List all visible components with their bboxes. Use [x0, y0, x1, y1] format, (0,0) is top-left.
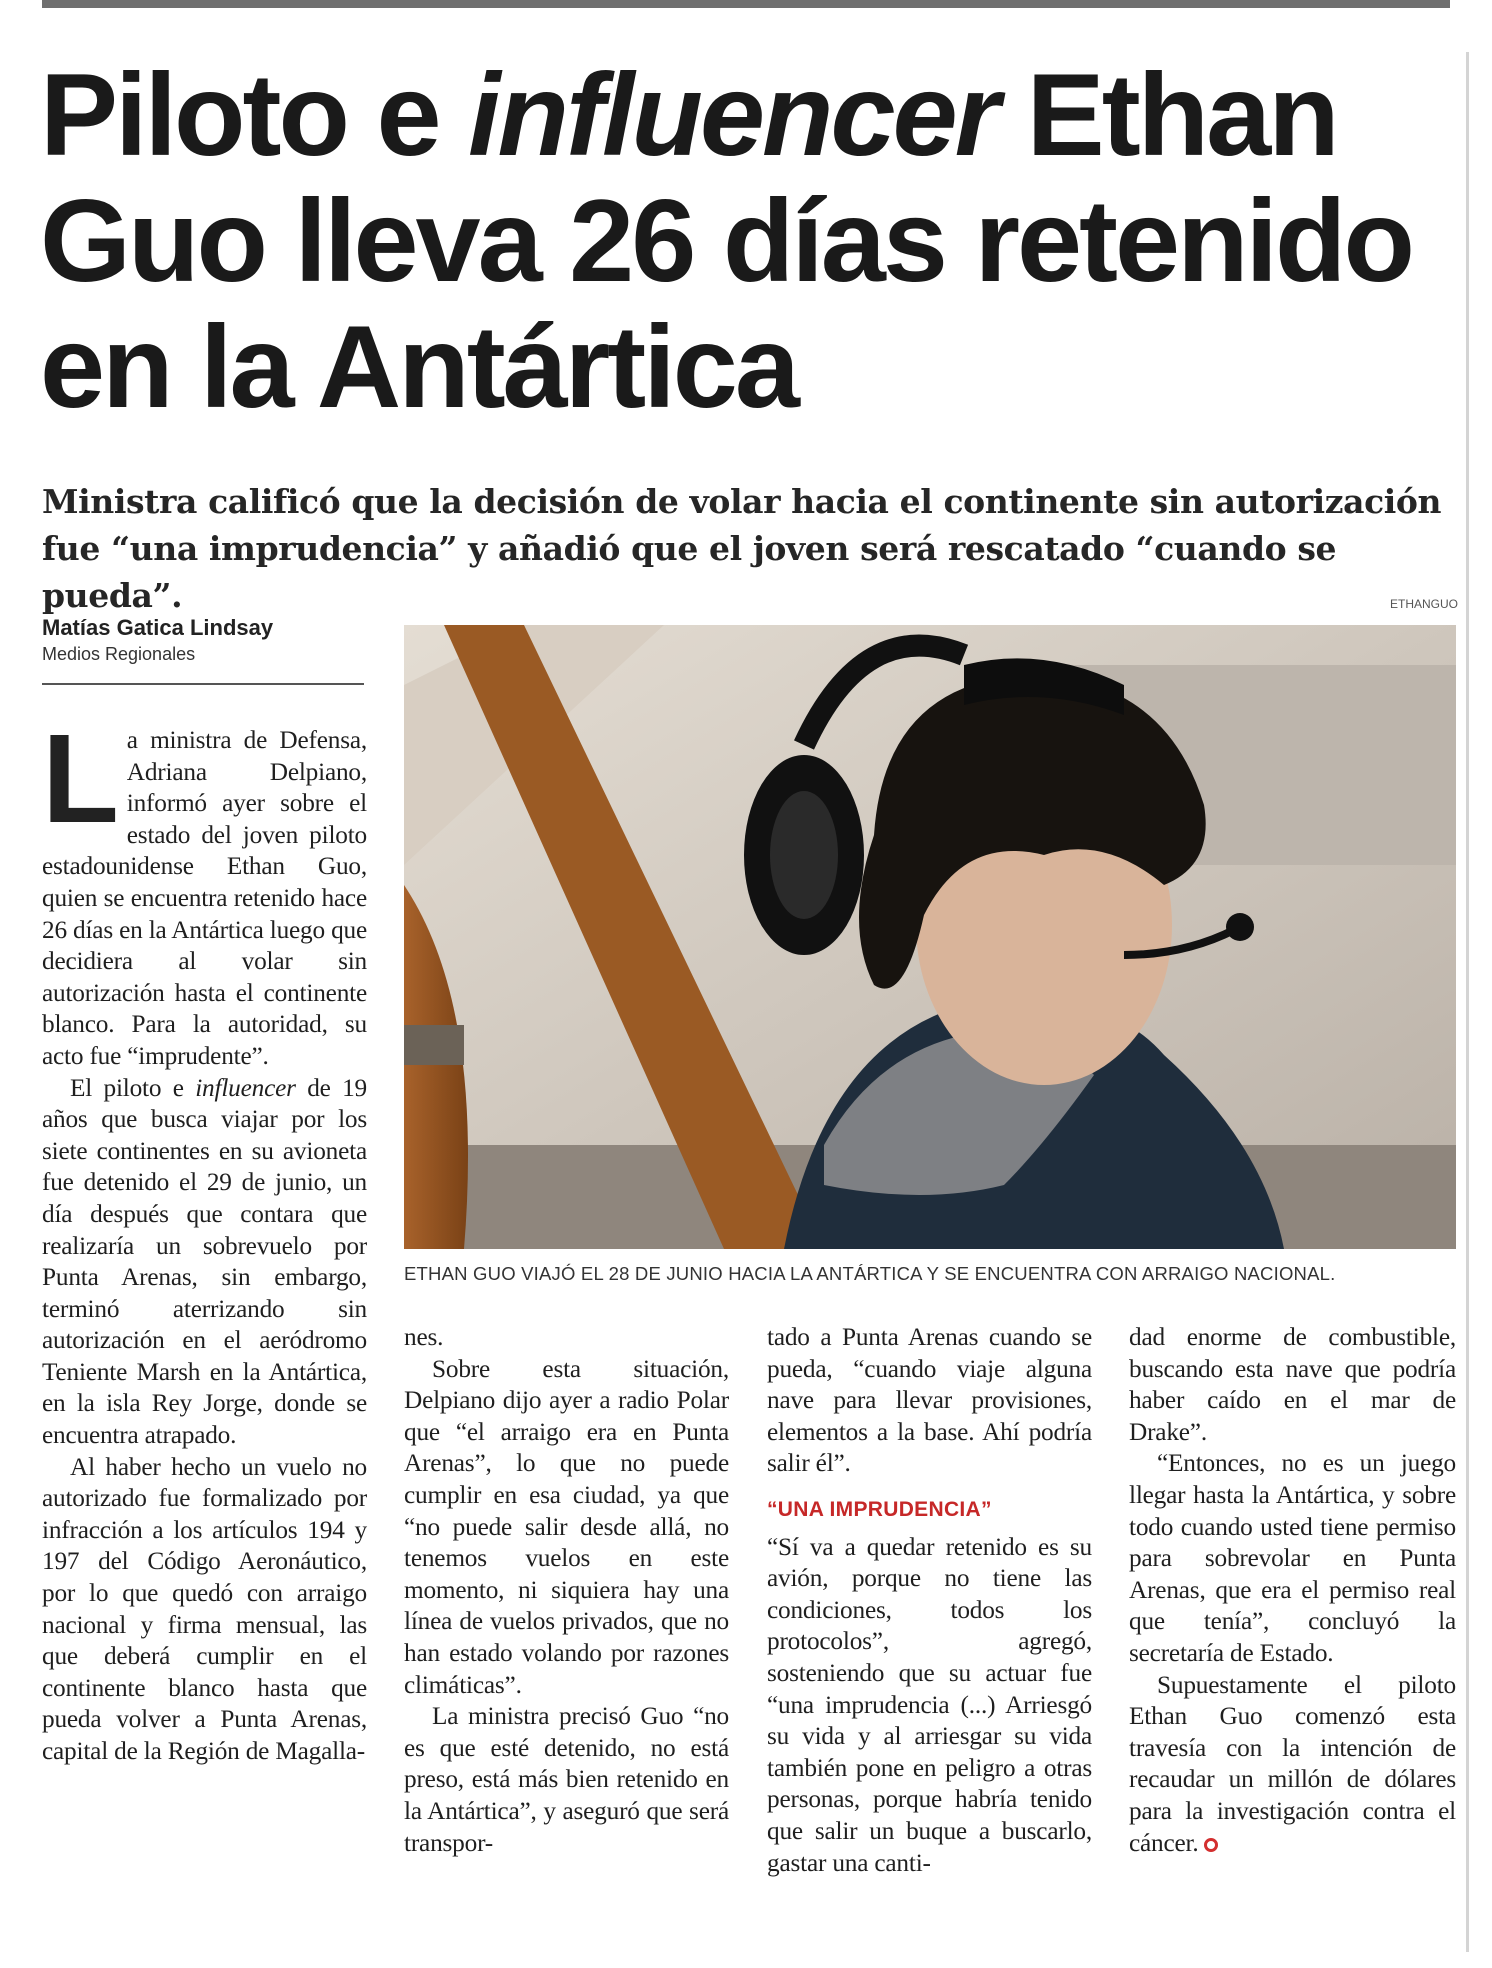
byline: [42, 614, 364, 666]
photo-caption: ETHAN GUO VIAJÓ EL 28 DE JUNIO HACIA LA ANTÁRTICA Y SE ENCUENTRA CON ARRAIGO NACIONAL.: [404, 1263, 1336, 1284]
byline-rule: [42, 683, 364, 685]
headline-part-1: Piloto e: [40, 49, 469, 180]
paragraph-2-pre: El piloto e: [70, 1073, 196, 1102]
paragraph-4: Sobre esta situación, Delpiano dijo ayer a radio Polar que “el arraigo era en Punta Arenas”, lo que no puede cumplir en esa ciudad, ya que “no puede salir desde allá, no tenemos vuelos en este momento, ni siquiera hay una línea de vuelos privados, que no han estado volando por razones climáticas”.: [404, 1354, 729, 1699]
paragraph-5: La ministra precisó Guo “no es que esté detenido, no está preso, está más bien retenido en la Antártica”, y aseguró que será transpor-: [404, 1702, 729, 1857]
paragraph-6: “Sí va a quedar retenido es su avión, porque no tiene las condiciones, todos los protocolos”, agregó, sosteniendo que su actuar fue “una imprudencia (...) Arriesgó su vida y al arriesgar su vida también pone en peligro a otras personas, porque habría tenido que salir un buque a buscarlo, gastar una canti-: [767, 1532, 1092, 1877]
page-edge-rule: [1466, 52, 1469, 1952]
paragraph-7: “Entonces, no es un juego llegar hasta la Antártica, y sobre todo cuando usted tiene permiso para sobrevolar en Punta Arenas, que era el permiso real que tenía”, concluyó la secretaría de Estado.: [1129, 1449, 1456, 1667]
article-photo: [404, 625, 1456, 1249]
dek: Ministra calificó que la decisión de volar hacia el continente sin autorización fue “una imprudencia” y añadió que el joven será rescatado “cuando se pueda”.: [42, 482, 1442, 615]
column-1: [42, 708, 368, 1768]
paragraph-1-text: a ministra de Defensa, Adriana Delpiano, informó ayer sobre el estado del joven piloto estadounidense Ethan Guo, quien se encuentra retenido hace 26 días en la Antártica luego que decidiera al volar sin autorización hasta el continente blanco. Para la autoridad, su acto fue “imprudente”.: [42, 726, 367, 1070]
headline-italic-word: influencer: [468, 49, 998, 180]
paragraph-8-text: Supuestamente el piloto Ethan Guo comenzó esta travesía con la intención de recaudar un millón de dólares para la investigación contra el cáncer.: [1129, 1670, 1456, 1857]
paragraph-3: Al haber hecho un vuelo no autorizado fue formalizado por infracción a los artículos 194 y 197 del Código Aeronáutico, por lo que quedó con arraigo nacional y firma mensual, las que deberá cumplir en el continente blanco hasta que pueda volver a Punta Arenas, capital de la Región de Magalla-: [42, 1452, 367, 1765]
paragraph-1: [42, 708, 367, 1073]
paragraph-6-continued: dad enorme de combustible, buscando esta nave que podría haber caído en el mar de Drake”.: [1129, 1323, 1456, 1446]
paragraph-2: [42, 1073, 367, 1452]
column-4: [1129, 1322, 1456, 1859]
paragraph-5-continued: tado a Punta Arenas cuando se pueda, “cuando viaje alguna nave para llevar provisiones, elementos a la base. Ahí podría salir él”.: [767, 1323, 1092, 1478]
headline: [40, 49, 1460, 432]
column-3: [767, 1322, 1092, 1879]
top-rule: [42, 0, 1450, 8]
paragraph-2-italic: influencer: [195, 1073, 296, 1102]
column-2: [404, 1322, 729, 1859]
drop-cap: L: [42, 708, 119, 849]
paragraph-3-continued: nes.: [404, 1323, 444, 1351]
subhead: “UNA IMPRUDENCIA”: [767, 1497, 992, 1521]
photo-credit: ETHANGUO: [1389, 597, 1458, 611]
paragraph-2-post: de 19 años que busca viajar por los siete continentes en su avioneta fue detenido el 29 de junio, un día después que contara que realizaría un sobrevuelo por Punta Arenas, sin embargo, terminó aterrizando sin autorización en el aeródromo Teniente Marsh en la Antártica, en la isla Rey Jorge, donde se encuentra atrapado.: [42, 1073, 368, 1450]
author-organization: Medios Regionales: [42, 644, 196, 664]
circle-end-icon: [1204, 1838, 1218, 1852]
headline-part-2: Ethan Guo lleva 26 días retenido en la Antártica: [40, 49, 1412, 432]
paragraph-8: [1129, 1670, 1456, 1860]
author-name: Matías Gatica Lindsay: [42, 615, 274, 640]
